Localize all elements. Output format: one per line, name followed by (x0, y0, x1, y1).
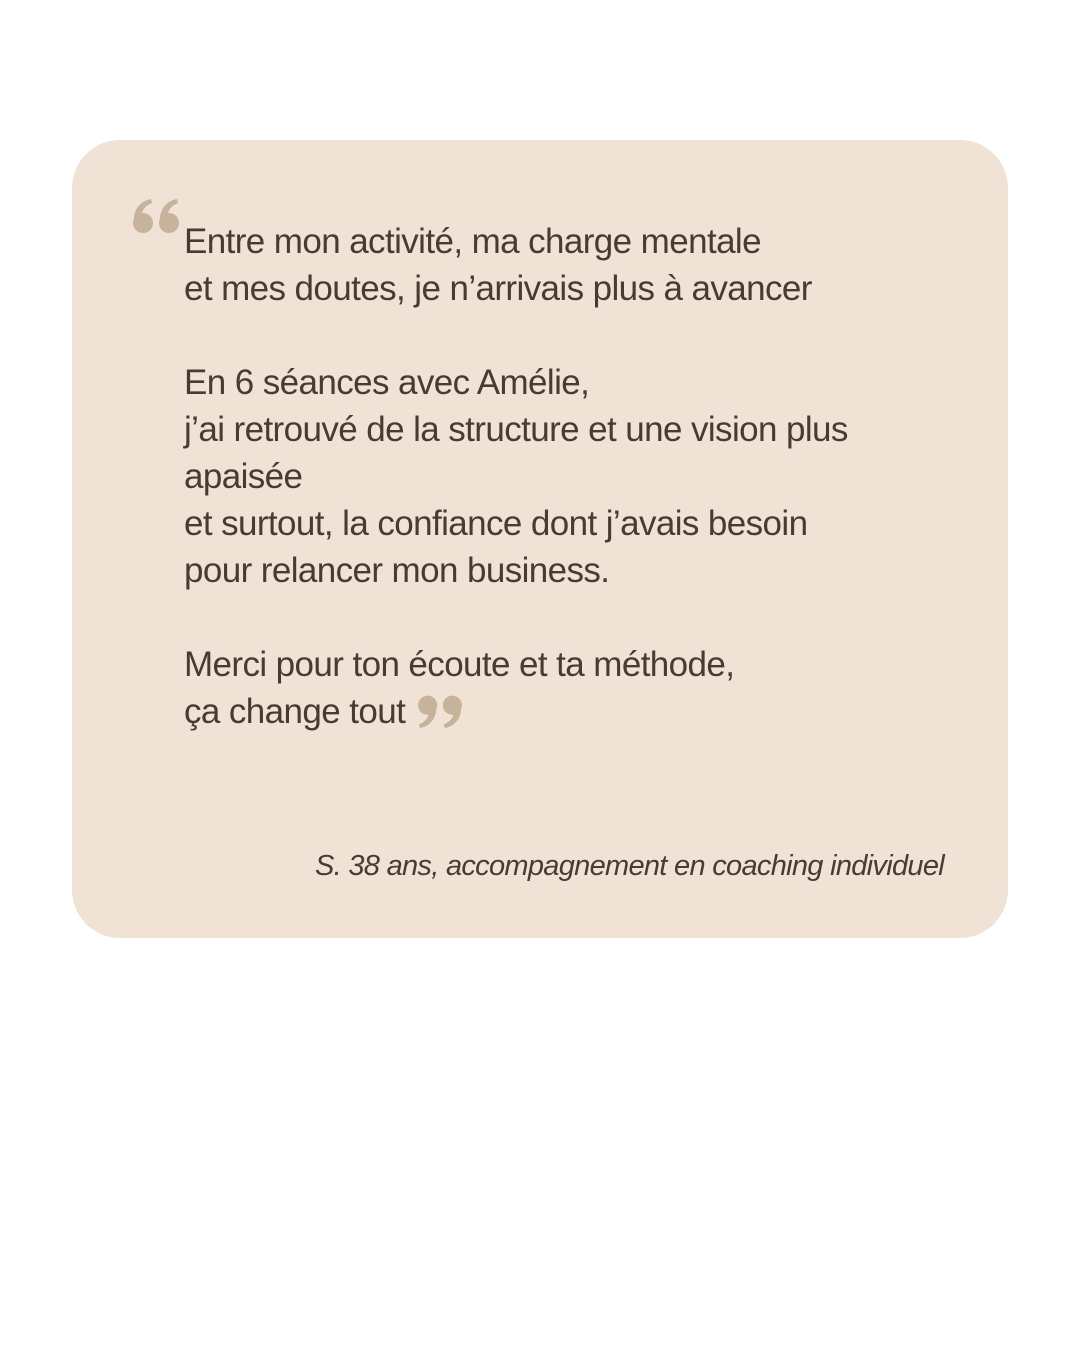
quote-line: Merci pour ton écoute et ta méthode, (184, 645, 735, 684)
quote-line: Entre mon activité, ma charge mentale (184, 222, 761, 261)
quote-line: j’ai retrouvé de la structure et une vision plus (184, 410, 848, 449)
opening-quote-icon (130, 196, 182, 240)
testimonial-attribution: S. 38 ans, accompagnement en coaching individuel (315, 850, 944, 882)
quote-line: pour relancer mon business. (184, 551, 610, 590)
quote-line: et surtout, la confiance dont j’avais besoin (184, 504, 808, 543)
quote-line-text: ça change tout (184, 692, 406, 731)
quote-line: apaisée (184, 457, 303, 496)
closing-quote-icon (415, 689, 465, 731)
quote-last-line (184, 688, 924, 735)
quote-line: En 6 séances avec Amélie, (184, 363, 590, 402)
quote-line: et mes doutes, je n’arrivais plus à avancer (184, 269, 812, 308)
testimonial-quote (184, 218, 924, 735)
